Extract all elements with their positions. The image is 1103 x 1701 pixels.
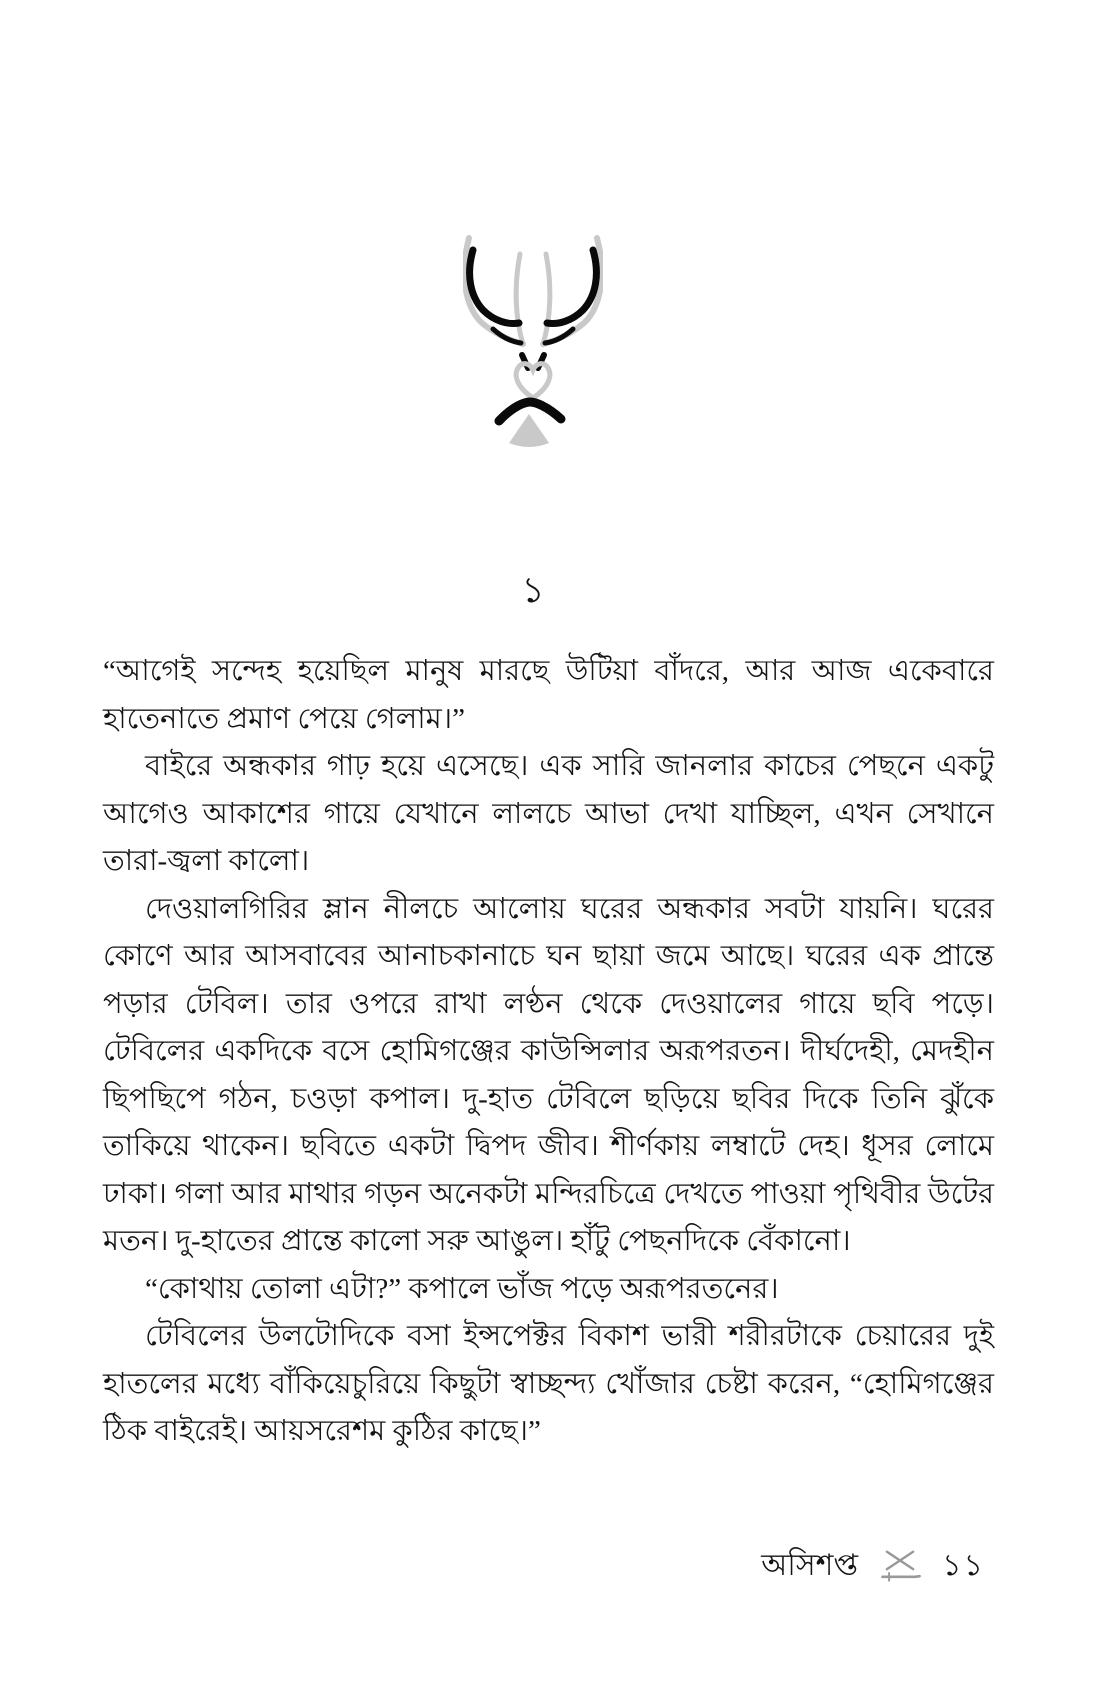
page-number: ১১	[942, 1549, 985, 1582]
paragraph: টেবিলের উলটোদিকে বসা ইন্সপেক্টর বিকাশ ভারী শরীরটাকে চেয়ারের দুই হাতলের মধ্যে বাঁকিয়েচুরিয়ে কিছুটা স্বাচ্ছন্দ্য খোঁজার চেষ্টা করেন, “হোমিগঞ্জের ঠিক বাইরেই। আয়সরেশম কুঠির কাছে।”	[103, 1320, 994, 1447]
paragraph: বাইরে অন্ধকার গাঢ় হয়ে এসেছে। এক সারি জানলার কাচের পেছনে একটু আগেও আকাশের গায়ে যেখানে লালচে আভা দেখা যাচ্ছিল, এখন সেখানে তারা-জ্বলা কালো।	[103, 750, 994, 877]
paragraph: “আগেই সন্দেহ হয়েছিল মানুষ মারছে উটিয়া বাঁদরে, আর আজ একেবারে হাতেনাতে প্রমাণ পেয়ে গেলাম।”	[103, 655, 994, 735]
book-title: অসিশপ্ত	[761, 1549, 859, 1582]
mask-illustration	[463, 228, 603, 448]
mask-beard	[509, 414, 549, 447]
paragraph: “কোথায় তোলা এটা?” কপালে ভাঁজ পড়ে অরূপরতনের।	[145, 1272, 779, 1305]
mask-heart-nose	[516, 364, 550, 398]
chapter-number: ১	[521, 570, 545, 610]
page-footer	[761, 1541, 985, 1592]
mask-right-eye	[538, 238, 602, 368]
body-text	[103, 648, 994, 1456]
paragraph: দেওয়ালগিরির ম্লান নীলচে আলোয় ঘরের অন্ধকার সবটা যায়নি। ঘরের কোণে আর আসবাবের আনাচকানাচে ঘন ছায়া জমে আছে। ঘরের এক প্রান্তে পড়ার টেবিল। তার ওপরে রাখা লণ্ঠন থেকে দেওয়ালের গায়ে ছবি পড়ে। টেবিলের একদিকে বসে হোমিগঞ্জের কাউন্সিলার অরূপরতন। দীর্ঘদেহী, মেদহীন ছিপছিপে গঠন, চওড়া কপাল। দু-হাত টেবিলে ছড়িয়ে ছবির দিকে তিনি ঝুঁকে তাকিয়ে থাকেন। ছবিতে একটা দ্বিপদ জীব। শীর্ণকায় লম্বাটে দেহ। ধূসর লোমে ঢাকা। গলা আর মাথার গড়ন অনেকটা মন্দিরচিত্রে দেখতে পাওয়া পৃথিবীর উটের মতন। দু-হাতের প্রান্তে কালো সরু আঙুল। হাঁটু পেছনদিকে বেঁকানো।	[103, 892, 994, 1257]
crossed-swords-icon	[876, 1548, 924, 1586]
mask-left-eye	[464, 238, 528, 368]
